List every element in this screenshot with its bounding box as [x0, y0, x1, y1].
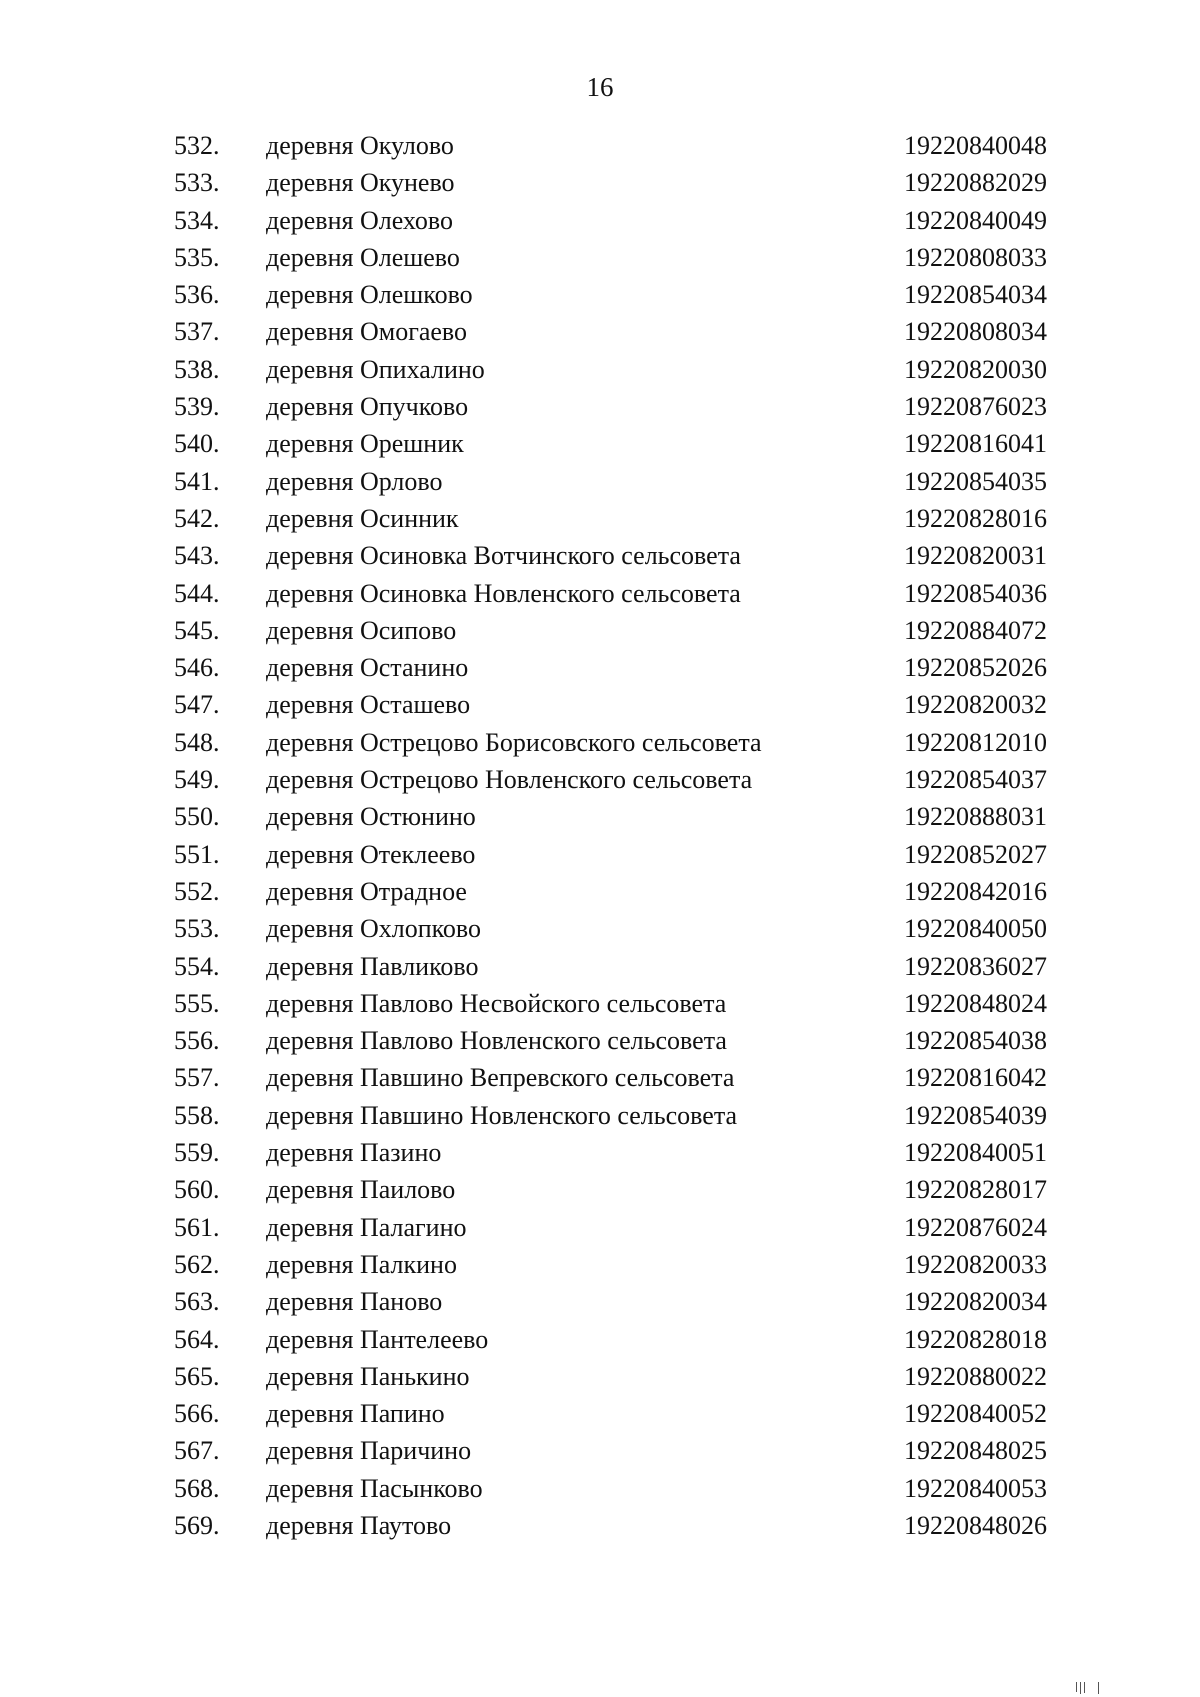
list-row: [0, 206, 1200, 243]
scan-artifact-marks: [1076, 1682, 1100, 1694]
settlement-name: деревня Павшино Новленского сельсовета: [266, 1100, 738, 1130]
settlement-name: деревня Охлопково: [266, 914, 482, 944]
row-number: 569.: [174, 1510, 220, 1540]
settlement-code: 19220816042: [904, 1063, 1047, 1093]
settlement-code: 19220828017: [904, 1175, 1047, 1205]
settlement-name: деревня Осиновка Новленского сельсовета: [266, 578, 741, 608]
settlement-name: деревня Омогаево: [266, 317, 468, 347]
list-row: [0, 579, 1200, 616]
settlement-name: деревня Паричино: [266, 1436, 472, 1466]
settlement-code: 19220888031: [904, 802, 1047, 832]
row-number: 535.: [174, 242, 220, 272]
list-row: [0, 1436, 1200, 1473]
row-number: 543.: [174, 541, 220, 571]
settlement-code: 19220820030: [904, 354, 1047, 384]
settlement-code: 19220848024: [904, 988, 1047, 1018]
settlement-code: 19220840053: [904, 1473, 1047, 1503]
list-row: [0, 877, 1200, 914]
list-row: [0, 131, 1200, 168]
settlement-code: 19220812010: [904, 727, 1047, 757]
settlement-code: 19220820032: [904, 690, 1047, 720]
row-number: 558.: [174, 1100, 220, 1130]
row-number: 561.: [174, 1212, 220, 1242]
row-number: 538.: [174, 354, 220, 384]
row-number: 548.: [174, 727, 220, 757]
row-number: 546.: [174, 653, 220, 683]
list-row: [0, 1287, 1200, 1324]
settlement-code: 19220842016: [904, 876, 1047, 906]
list-row: [0, 1213, 1200, 1250]
settlement-code: 19220840050: [904, 914, 1047, 944]
settlement-name: деревня Панькино: [266, 1361, 470, 1391]
list-row: [0, 1101, 1200, 1138]
settlement-code: 19220840051: [904, 1138, 1047, 1168]
settlement-name: деревня Палкино: [266, 1249, 457, 1279]
settlement-name: деревня Павлово Несвойского сельсовета: [266, 988, 727, 1018]
settlement-name: деревня Опихалино: [266, 354, 485, 384]
row-number: 545.: [174, 615, 220, 645]
settlement-code: 19220808034: [904, 317, 1047, 347]
list-row: [0, 765, 1200, 802]
settlement-name: деревня Осиновка Вотчинского сельсовета: [266, 541, 741, 571]
settlement-name: деревня Павлово Новленского сельсовета: [266, 1026, 727, 1056]
settlement-name: деревня Пасынково: [266, 1473, 483, 1503]
settlement-code: 19220854036: [904, 578, 1047, 608]
list-row: [0, 802, 1200, 839]
row-number: 562.: [174, 1249, 220, 1279]
list-row: [0, 467, 1200, 504]
settlement-name: деревня Острецово Борисовского сельсовета: [266, 727, 762, 757]
list-row: [0, 541, 1200, 578]
settlement-code: 19220840052: [904, 1399, 1047, 1429]
settlement-name: деревня Осташево: [266, 690, 471, 720]
settlement-code: 19220808033: [904, 242, 1047, 272]
list-row: [0, 1511, 1200, 1548]
list-row: [0, 392, 1200, 429]
page-number: 16: [586, 72, 614, 102]
settlement-name: деревня Паилово: [266, 1175, 456, 1205]
list-row: [0, 504, 1200, 541]
settlement-name: деревня Папино: [266, 1399, 445, 1429]
row-number: 544.: [174, 578, 220, 608]
settlement-list: [0, 131, 1200, 1548]
list-row: [0, 243, 1200, 280]
settlement-code: 19220848025: [904, 1436, 1047, 1466]
list-row: [0, 728, 1200, 765]
row-number: 568.: [174, 1473, 220, 1503]
settlement-name: деревня Орешник: [266, 429, 464, 459]
settlement-name: деревня Окунево: [266, 168, 455, 198]
list-row: [0, 429, 1200, 466]
settlement-code: 19220884072: [904, 615, 1047, 645]
settlement-name: деревня Павликово: [266, 951, 479, 981]
row-number: 564.: [174, 1324, 220, 1354]
settlement-name: деревня Паново: [266, 1287, 443, 1317]
row-number: 533.: [174, 168, 220, 198]
list-row: [0, 1474, 1200, 1511]
settlement-name: деревня Остюнино: [266, 802, 476, 832]
row-number: 557.: [174, 1063, 220, 1093]
settlement-code: 19220848026: [904, 1510, 1047, 1540]
settlement-name: деревня Острецово Новленского сельсовета: [266, 765, 753, 795]
settlement-name: деревня Окулово: [266, 131, 454, 160]
row-number: 550.: [174, 802, 220, 832]
row-number: 539.: [174, 392, 220, 422]
settlement-code: 19220852027: [904, 839, 1047, 869]
list-row: [0, 952, 1200, 989]
settlement-name: деревня Осинник: [266, 503, 459, 533]
list-row: [0, 1175, 1200, 1212]
settlement-code: 19220852026: [904, 653, 1047, 683]
list-row: [0, 1138, 1200, 1175]
row-number: 534.: [174, 205, 220, 235]
settlement-name: деревня Павшино Вепревского сельсовета: [266, 1063, 735, 1093]
settlement-code: 19220854035: [904, 466, 1047, 496]
list-row: [0, 1250, 1200, 1287]
row-number: 532.: [174, 131, 220, 160]
settlement-code: 19220854039: [904, 1100, 1047, 1130]
row-number: 559.: [174, 1138, 220, 1168]
settlement-name: деревня Олехово: [266, 205, 454, 235]
settlement-code: 19220840048: [904, 131, 1047, 160]
settlement-code: 19220836027: [904, 951, 1047, 981]
list-row: [0, 1026, 1200, 1063]
settlement-name: деревня Пазино: [266, 1138, 442, 1168]
settlement-name: деревня Останино: [266, 653, 469, 683]
settlement-name: деревня Олешево: [266, 242, 460, 272]
settlement-code: 19220820031: [904, 541, 1047, 571]
list-row: [0, 168, 1200, 205]
settlement-code: 19220876023: [904, 392, 1047, 422]
list-row: [0, 355, 1200, 392]
row-number: 541.: [174, 466, 220, 496]
settlement-name: деревня Отеклеево: [266, 839, 476, 869]
row-number: 552.: [174, 876, 220, 906]
row-number: 553.: [174, 914, 220, 944]
list-row: [0, 840, 1200, 877]
list-row: [0, 1325, 1200, 1362]
settlement-code: 19220828016: [904, 503, 1047, 533]
row-number: 556.: [174, 1026, 220, 1056]
settlement-code: 19220840049: [904, 205, 1047, 235]
list-row: [0, 653, 1200, 690]
row-number: 549.: [174, 765, 220, 795]
row-number: 565.: [174, 1361, 220, 1391]
row-number: 563.: [174, 1287, 220, 1317]
row-number: 540.: [174, 429, 220, 459]
settlement-code: 19220816041: [904, 429, 1047, 459]
list-row: [0, 616, 1200, 653]
list-row: [0, 914, 1200, 951]
list-row: [0, 989, 1200, 1026]
settlement-name: деревня Отрадное: [266, 876, 467, 906]
list-row: [0, 690, 1200, 727]
settlement-code: 19220876024: [904, 1212, 1047, 1242]
row-number: 536.: [174, 280, 220, 310]
list-row: [0, 1362, 1200, 1399]
row-number: 566.: [174, 1399, 220, 1429]
settlement-name: деревня Осипово: [266, 615, 457, 645]
settlement-name: деревня Орлово: [266, 466, 443, 496]
list-row: [0, 317, 1200, 354]
row-number: 554.: [174, 951, 220, 981]
list-row: [0, 1399, 1200, 1436]
settlement-name: деревня Палагино: [266, 1212, 467, 1242]
row-number: 537.: [174, 317, 220, 347]
settlement-name: деревня Паутово: [266, 1510, 452, 1540]
list-row: [0, 1063, 1200, 1100]
settlement-code: 19220820033: [904, 1249, 1047, 1279]
row-number: 551.: [174, 839, 220, 869]
settlement-code: 19220854037: [904, 765, 1047, 795]
settlement-code: 19220828018: [904, 1324, 1047, 1354]
row-number: 547.: [174, 690, 220, 720]
settlement-name: деревня Опучково: [266, 392, 469, 422]
row-number: 567.: [174, 1436, 220, 1466]
settlement-name: деревня Пантелеево: [266, 1324, 489, 1354]
settlement-name: деревня Олешково: [266, 280, 473, 310]
list-row: [0, 280, 1200, 317]
row-number: 560.: [174, 1175, 220, 1205]
row-number: 542.: [174, 503, 220, 533]
row-number: 555.: [174, 988, 220, 1018]
settlement-code: 19220854034: [904, 280, 1047, 310]
settlement-code: 19220880022: [904, 1361, 1047, 1391]
settlement-code: 19220854038: [904, 1026, 1047, 1056]
settlement-code: 19220820034: [904, 1287, 1047, 1317]
settlement-code: 19220882029: [904, 168, 1047, 198]
